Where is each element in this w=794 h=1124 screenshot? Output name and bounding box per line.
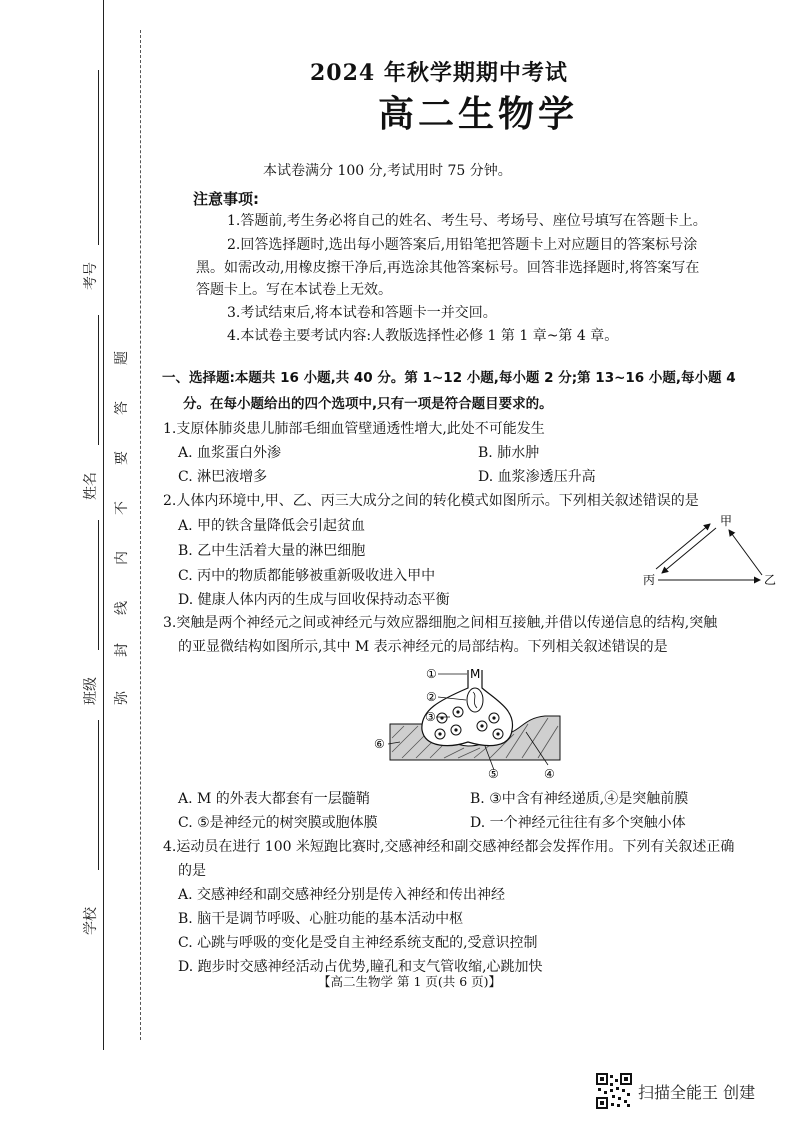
seal-char: 题 xyxy=(114,351,130,365)
mitochondrion xyxy=(467,688,483,712)
label-m: M xyxy=(470,667,481,681)
seal-char: 答 xyxy=(114,401,130,415)
arrow-yi-to-jia xyxy=(729,530,762,575)
q2-option-b: B. 乙中生活着大量的淋巴细胞 xyxy=(178,543,366,559)
label-5: ⑤ xyxy=(488,767,499,780)
seal-char: 要 xyxy=(114,451,130,465)
note-line: 黑。如需改动,用橡皮擦干净后,再选涂其他答案标号。回答非选择题时,将答案写在 xyxy=(196,260,700,276)
class-label: 班级 xyxy=(83,677,99,705)
page-footer: 【高二生物学 第 1 页(共 6 页)】 xyxy=(318,974,502,989)
section-instructions-cont: 分。在每小题给出的四个选项中,只有一项是符合题目要求的。 xyxy=(183,396,553,412)
seal-char: 弥 xyxy=(114,691,130,705)
exam-no-label: 考号 xyxy=(83,262,99,290)
label-1: ① xyxy=(426,667,437,681)
exam-no-field[interactable] xyxy=(98,70,99,245)
exam-meta: 本试卷满分 100 分,考试用时 75 分钟。 xyxy=(263,163,512,179)
q2-stem: 2.人体内环境中,甲、乙、丙三大成分之间的转化模式如图所示。下列相关叙述错误的是 xyxy=(163,493,699,509)
note-line: 答题卡上。写在本试卷上无效。 xyxy=(196,282,392,298)
q2-label-jia: 甲 xyxy=(720,514,733,528)
watermark-text: 扫描全能王 创建 xyxy=(638,1082,756,1102)
q4-option-a: A. 交感神经和副交感神经分别是传入神经和传出神经 xyxy=(178,887,506,903)
class-field[interactable] xyxy=(98,520,99,650)
arrow-bing-to-jia xyxy=(656,524,710,569)
q1-option-c: C. 淋巴液增多 xyxy=(178,469,268,485)
school-field[interactable] xyxy=(98,720,99,870)
q2-option-d: D. 健康人体内丙的生成与回收保持动态平衡 xyxy=(178,592,450,608)
binding-margin-border xyxy=(103,0,104,1050)
arrow-jia-to-bing xyxy=(662,528,716,573)
q3-synapse-diagram xyxy=(370,660,570,780)
q4-option-d: D. 跑步时交感神经活动占优势,瞳孔和支气管收缩,心跳加快 xyxy=(178,959,543,975)
q2-label-bing: 丙 xyxy=(643,573,656,587)
label-4: ④ xyxy=(544,767,555,780)
name-field[interactable] xyxy=(98,315,99,445)
q1-option-d: D. 血浆渗透压升高 xyxy=(478,469,596,485)
exam-title: 2024 年秋学期期中考试 xyxy=(310,60,568,86)
label-6: ⑥ xyxy=(374,737,385,751)
school-label: 学校 xyxy=(83,907,99,935)
seal-char: 线 xyxy=(114,601,130,615)
q1-option-a: A. 血浆蛋白外渗 xyxy=(178,445,282,461)
q1-option-b: B. 肺水肿 xyxy=(478,445,540,461)
q4-option-c: C. 心跳与呼吸的变化是受自主神经系统支配的,受意识控制 xyxy=(178,935,538,951)
section-instructions: 一、选择题:本题共 16 小题,共 40 分。第 1~12 小题,每小题 2 分;第 13~16 小题,每小题 4 xyxy=(162,370,736,386)
notes-heading: 注意事项: xyxy=(193,190,259,208)
q3-stem: 3.突触是两个神经元之间或神经元与效应器细胞之间相互接触,并借以传递信息的结构,突触 xyxy=(163,615,718,631)
q2-option-a: A. 甲的铁含量降低会引起贫血 xyxy=(178,518,366,534)
q2-option-c: C. 丙中的物质都能够被重新吸收进入甲中 xyxy=(178,568,436,584)
q3-option-c: C. ⑤是神经元的树突膜或胞体膜 xyxy=(178,815,378,831)
q2-label-yi: 乙 xyxy=(764,573,777,587)
qr-code-icon xyxy=(596,1073,632,1109)
label-2: ② xyxy=(426,690,437,704)
note-line: 1.答题前,考生务必将自己的姓名、考生号、考场号、座位号填写在答题卡上。 xyxy=(227,213,707,229)
seal-dashed-line xyxy=(140,30,141,1040)
seal-char: 不 xyxy=(114,501,130,515)
q3-option-a: A. M 的外表大都套有一层髓鞘 xyxy=(178,791,370,807)
note-line: 2.回答选择题时,选出每小题答案后,用铅笔把答题卡上对应题目的答案标号涂 xyxy=(227,237,698,253)
scanner-watermark xyxy=(596,1073,755,1109)
seal-char: 封 xyxy=(114,643,130,657)
seal-char: 内 xyxy=(114,551,130,565)
q4-option-b: B. 脑干是调节呼吸、心脏功能的基本活动中枢 xyxy=(178,911,464,927)
q1-stem: 1.支原体肺炎患儿肺部毛细血管壁通透性增大,此处不可能发生 xyxy=(163,421,545,437)
label-3: ③ xyxy=(425,710,436,724)
note-line: 3.考试结束后,将本试卷和答题卡一并交回。 xyxy=(227,305,497,321)
subject-title: 高二生物学 xyxy=(378,93,579,135)
note-line: 4.本试卷主要考试内容:人教版选择性必修 1 第 1 章~第 4 章。 xyxy=(227,328,619,344)
q4-stem: 4.运动员在进行 100 米短跑比赛时,交感神经和副交感神经都会发挥作用。下列有关叙述正确 xyxy=(163,839,735,855)
name-label: 姓名 xyxy=(83,472,99,500)
q3-option-b: B. ③中含有神经递质,④是突触前膜 xyxy=(470,791,689,807)
q2-fluid-diagram xyxy=(640,510,780,590)
q3-option-d: D. 一个神经元往往有多个突触小体 xyxy=(470,815,686,831)
q3-stem-cont: 的亚显微结构如图所示,其中 M 表示神经元的局部结构。下列相关叙述错误的是 xyxy=(178,639,668,655)
q4-stem-cont: 的是 xyxy=(178,863,206,879)
